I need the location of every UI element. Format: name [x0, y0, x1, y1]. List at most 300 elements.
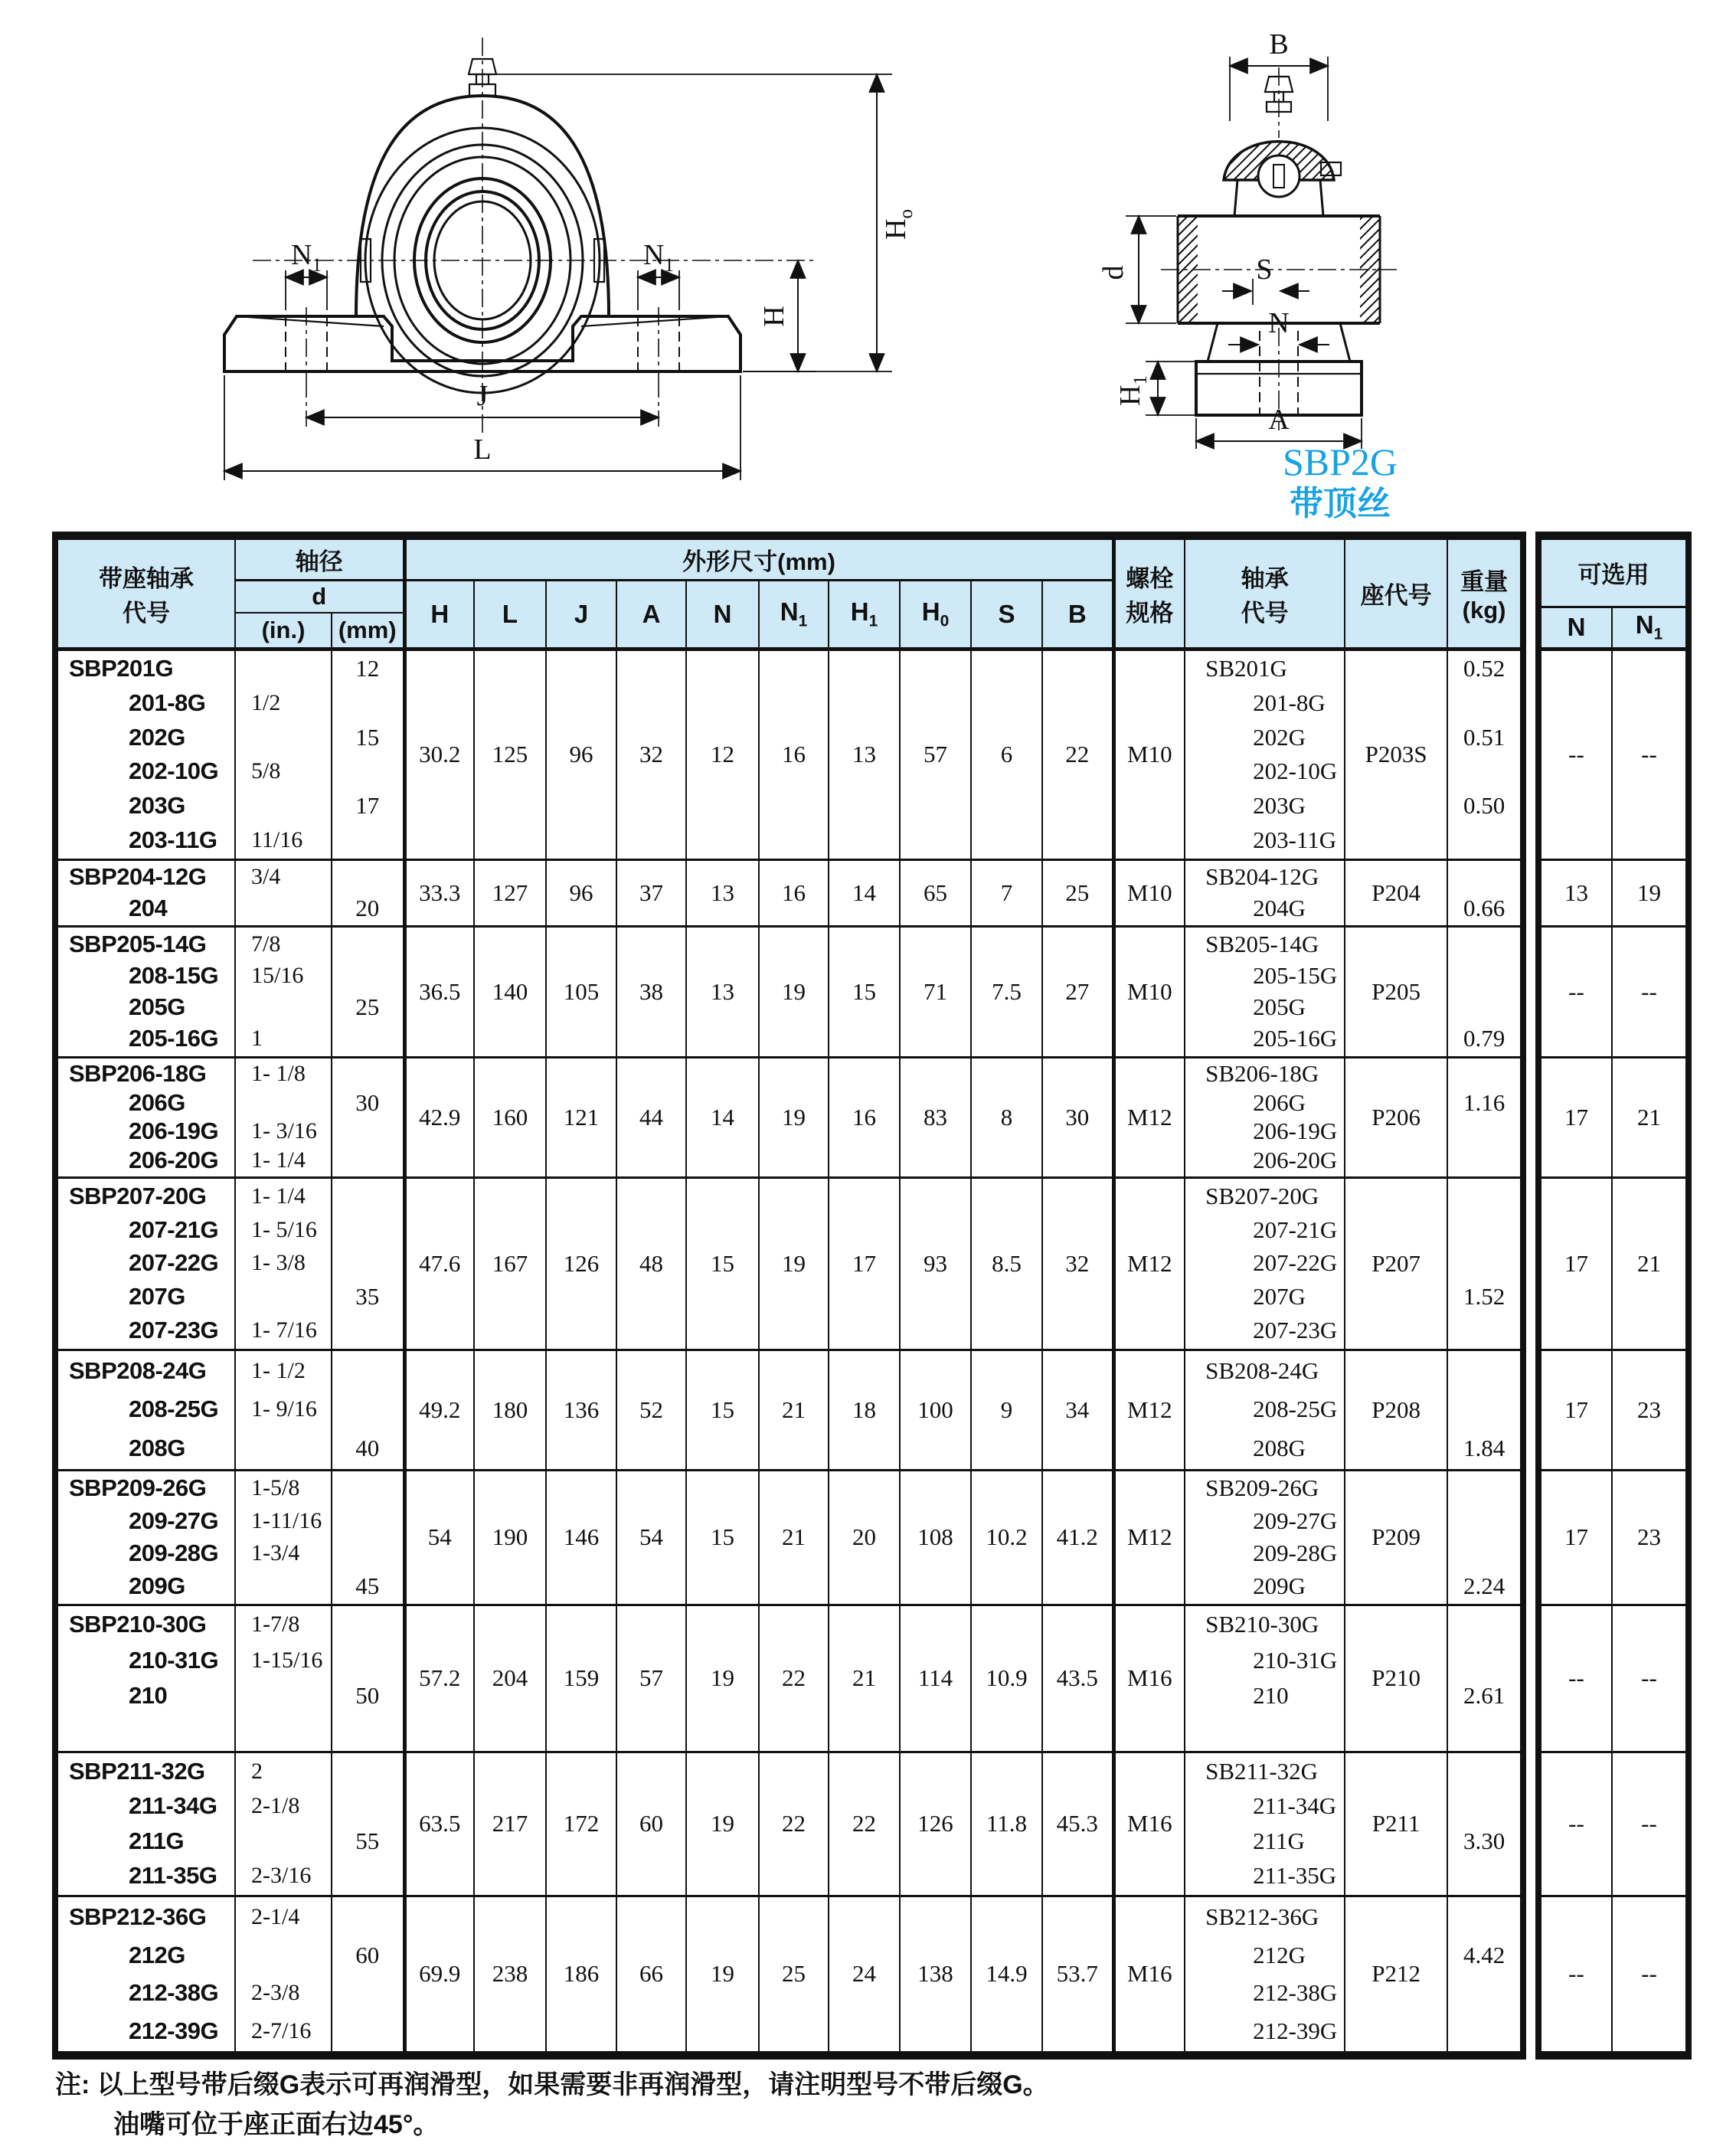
cell-line: 2-1/8: [251, 1793, 300, 1819]
cell-a: 54: [616, 1470, 686, 1605]
cell-seat-code: P208: [1345, 1350, 1447, 1470]
cell-line: 1- 3/16: [251, 1118, 317, 1144]
cell-line: [58, 1714, 234, 1750]
cell-lines: [236, 1898, 331, 2050]
cell-line: [1448, 2012, 1520, 2050]
cell-h: 54: [404, 1470, 474, 1605]
cell-l: 180: [474, 1350, 546, 1470]
cell-weight: [1447, 1605, 1521, 1752]
cell-line: 2.24: [1463, 1572, 1506, 1599]
cell-seat-code: P206: [1345, 1057, 1447, 1177]
footnote-prefix: 注:: [55, 2070, 90, 2099]
dim-label-n1-left: $N_1$: [291, 239, 322, 276]
cell-a: 37: [616, 859, 686, 926]
cell-j: 96: [546, 859, 616, 926]
cell-weight: [1447, 926, 1521, 1057]
cell-line: [332, 685, 403, 720]
cell-h: 57.2: [404, 1605, 474, 1752]
cell-line: 1- 1/4: [251, 1183, 306, 1209]
cell-line: SBP207-20G: [69, 1182, 207, 1209]
cell-n: 19: [686, 1605, 759, 1752]
cell-line: 15/16: [251, 962, 304, 988]
header-dim-n: [686, 580, 759, 649]
table-row: [57, 1057, 1521, 1177]
cell-line: 207-21G: [129, 1216, 219, 1243]
cell-line: 5/8: [251, 758, 281, 784]
cell-n: 19: [686, 1896, 759, 2052]
cell-line: 209-28G: [129, 1539, 219, 1567]
cell-line: [1448, 823, 1520, 858]
header-dim-s: [971, 580, 1042, 649]
cell-bolt: M10: [1113, 859, 1185, 926]
cell-lines: [58, 928, 234, 1055]
cell-line: 206-19G: [1253, 1117, 1338, 1145]
cell-line: SBP209-26G: [69, 1474, 207, 1502]
cell-weight: [1447, 1752, 1521, 1896]
cell-lines: [332, 652, 403, 858]
cell-line: [1448, 1472, 1520, 1505]
cell-s: 8.5: [971, 1177, 1042, 1350]
cell-line: 202G: [129, 723, 185, 751]
cell-line: [332, 928, 403, 960]
cell-lines: [332, 1754, 403, 1893]
cell-lines: [236, 1059, 331, 1175]
cell-line: [1185, 1714, 1344, 1750]
dim-label-n1-right: $N_1$: [643, 239, 674, 276]
cell-l: 167: [474, 1177, 546, 1350]
table-row: [1541, 859, 1686, 926]
cell-j: 126: [546, 1177, 616, 1350]
dim-label-s: S: [1256, 254, 1273, 286]
cell-line: 208G: [1253, 1434, 1306, 1461]
cell-opt-n: --: [1541, 1605, 1612, 1752]
cell-line: 12: [355, 654, 380, 682]
cell-line: 203G: [129, 792, 185, 820]
table-row: [1541, 1752, 1686, 1896]
cell-line: 205-15G: [1253, 961, 1338, 989]
cell-line: 1- 9/16: [251, 1396, 317, 1422]
cell-housing-code: [57, 1470, 235, 1605]
cell-line: [332, 823, 403, 858]
header-dim-h: [404, 580, 474, 649]
cell-lines: [1448, 1059, 1520, 1175]
header-opt-n: [1541, 607, 1612, 649]
cell-line: 0.52: [1463, 654, 1506, 682]
cell-line: 211-35G: [129, 1862, 217, 1890]
cell-line: 206G: [1253, 1088, 1306, 1116]
cell-line: 211-34G: [1253, 1792, 1337, 1820]
header-d: d: [235, 580, 404, 613]
cell-bearing-code: [1185, 1350, 1345, 1470]
cell-s: 10.9: [971, 1605, 1042, 1752]
table-row: [57, 859, 1521, 926]
cell-line: SB211-32G: [1205, 1757, 1319, 1785]
cell-line: 45: [355, 1572, 380, 1599]
cell-line: SB201G: [1205, 654, 1287, 682]
cell-n1: 19: [759, 1057, 829, 1177]
cell-h1: 24: [829, 1896, 900, 2052]
cell-line: [1448, 862, 1520, 893]
cell-lines: [332, 1059, 403, 1175]
cell-a: 32: [616, 649, 686, 859]
cell-line: [1448, 1117, 1520, 1147]
cell-line: [236, 720, 331, 754]
cell-line: 208-25G: [1253, 1396, 1338, 1423]
cell-line: 207-23G: [1253, 1317, 1338, 1344]
cell-a: 38: [616, 926, 686, 1057]
cell-line: [332, 1059, 403, 1088]
cell-lines: [58, 1754, 234, 1893]
cell-line: 203G: [1253, 792, 1306, 820]
cell-l: 140: [474, 926, 546, 1057]
header-dim-n1: [759, 580, 829, 649]
cell-lines: [58, 1059, 234, 1175]
cell-opt-n: --: [1541, 1896, 1612, 2052]
dim-label-ho: $H_o$: [880, 209, 917, 240]
cell-line: 210: [129, 1682, 168, 1710]
cell-line: 211-35G: [1253, 1862, 1337, 1890]
cell-line: SBP204-12G: [69, 863, 207, 891]
cell-line: 1-3/4: [251, 1540, 300, 1566]
optional-table-wrapper: [1535, 532, 1692, 2060]
cell-j: 186: [546, 1896, 616, 2052]
cell-s: 7.5: [971, 926, 1042, 1057]
cell-h0: 114: [900, 1605, 971, 1752]
table-row: [57, 1752, 1521, 1896]
cell-line: [332, 1714, 403, 1750]
cell-seat-code: P203S: [1345, 649, 1447, 859]
cell-line: 212-38G: [129, 1979, 219, 2006]
cell-line: [1448, 1643, 1520, 1679]
cell-line: [236, 1824, 331, 1859]
cell-line: SBP211-32G: [69, 1757, 205, 1785]
cell-d-inch: [235, 1057, 332, 1177]
front-view-drawing: [100, 27, 957, 525]
cap-dome: [1224, 142, 1341, 216]
cell-line: 207-21G: [1253, 1216, 1338, 1243]
cell-line: 1- 7/16: [251, 1317, 317, 1343]
cell-d-inch: [235, 926, 332, 1057]
cell-n: 13: [686, 859, 759, 926]
cell-line: [332, 1643, 403, 1679]
header-optional-group: 可选用: [1541, 539, 1686, 607]
header-inch: (in.): [235, 613, 332, 649]
cell-line: SBP208-24G: [69, 1357, 207, 1385]
cell-line: [1448, 1505, 1520, 1538]
cell-bearing-code: [1185, 649, 1345, 859]
cell-line: SBP205-14G: [69, 930, 207, 957]
dim-h1: [1114, 362, 1195, 415]
column-letter: B: [1067, 599, 1087, 628]
cell-line: 3.30: [1463, 1827, 1506, 1854]
cell-bearing-code: [1185, 1605, 1345, 1752]
cell-bolt: M16: [1113, 1752, 1185, 1896]
cell-lines: [236, 1472, 331, 1602]
cell-line: [332, 1213, 403, 1247]
cell-d-inch: [235, 859, 332, 926]
column-letter-sub: 0: [940, 612, 950, 630]
cell-lines: [1448, 1180, 1520, 1347]
cell-lines: [1185, 652, 1344, 858]
cell-line: 1- 5/16: [251, 1216, 317, 1242]
cell-l: 217: [474, 1752, 546, 1896]
cell-opt-n1: --: [1612, 649, 1686, 859]
cell-line: [1448, 754, 1520, 789]
table-row: [1541, 1177, 1686, 1350]
cell-j: 159: [546, 1605, 616, 1752]
cell-housing-code: [57, 1896, 235, 2052]
cell-line: 1- 3/8: [251, 1250, 306, 1276]
cell-line: 205-16G: [1253, 1025, 1338, 1052]
table-row: [57, 1350, 1521, 1470]
cell-line: [332, 1472, 403, 1505]
dim-h: [743, 260, 816, 371]
cell-a: 52: [616, 1350, 686, 1470]
cell-line: 208-15G: [129, 961, 219, 989]
footnote-line2: 油嘴可位于座正面右边45°。: [113, 2110, 440, 2139]
dim-label-j: J: [476, 380, 489, 412]
cell-d-inch: [235, 1752, 332, 1896]
cell-lines: [1448, 862, 1520, 924]
cell-line: SB205-14G: [1205, 930, 1319, 957]
cell-a: 48: [616, 1177, 686, 1350]
cell-s: 9: [971, 1350, 1042, 1470]
cell-b: 43.5: [1042, 1605, 1113, 1752]
dim-label-l: L: [473, 434, 492, 466]
cell-line: [236, 1714, 331, 1750]
cell-lines: [1448, 652, 1520, 858]
header-line: 轴承: [1241, 564, 1289, 592]
cell-d-inch: [235, 1470, 332, 1605]
cell-lines: [236, 652, 331, 858]
column-letter-sub: 1: [868, 612, 878, 630]
cell-s: 8: [971, 1057, 1042, 1177]
cell-line: 212G: [129, 1941, 185, 1968]
column-letter: H: [850, 597, 869, 626]
cell-j: 146: [546, 1470, 616, 1605]
cell-line: 0.66: [1463, 894, 1506, 921]
cell-bearing-code: [1185, 1470, 1345, 1605]
table-row: [57, 649, 1521, 859]
column-letter-sub: 1: [1653, 625, 1663, 643]
cell-line: SB204-12G: [1205, 863, 1319, 891]
dim-s: [1222, 254, 1309, 305]
cell-n1: 22: [759, 1752, 829, 1896]
cell-opt-n: --: [1541, 926, 1612, 1057]
cell-line: 207-23G: [129, 1317, 219, 1344]
cell-line: [236, 893, 331, 924]
cell-opt-n1: 23: [1612, 1470, 1686, 1605]
cell-line: 209G: [1253, 1572, 1306, 1599]
cell-line: [236, 789, 331, 823]
table-row: [57, 1605, 1521, 1752]
cell-d-inch: [235, 1605, 332, 1752]
cell-opt-n1: 19: [1612, 859, 1686, 926]
header-opt-n1: [1612, 607, 1686, 649]
cell-b: 30: [1042, 1057, 1113, 1177]
cell-line: 205G: [129, 993, 185, 1021]
header-dim-h1: [829, 580, 900, 649]
cell-line: [236, 1936, 331, 1975]
cell-line: [332, 1390, 403, 1428]
cell-weight: [1447, 1896, 1521, 2052]
cell-line: [1448, 1607, 1520, 1643]
cell-seat-code: P212: [1345, 1896, 1447, 2052]
cell-line: 207G: [129, 1283, 185, 1310]
column-letter: S: [998, 599, 1015, 628]
footnote: [55, 2065, 1663, 2145]
footnote-text1: 以上型号带后缀G表示可再润滑型，如果需要非再润滑型，请注明型号不带后缀G。: [96, 2070, 1049, 2099]
cell-line: 212-38G: [1253, 1979, 1338, 2006]
cell-l: 160: [474, 1057, 546, 1177]
cell-bearing-code: [1185, 1177, 1345, 1350]
cell-h1: 16: [829, 1057, 900, 1177]
table-body: [57, 649, 1521, 2052]
cell-line: 210-31G: [1253, 1646, 1338, 1674]
cell-line: 30: [355, 1088, 380, 1116]
cell-lines: [58, 1180, 234, 1347]
cell-line: [332, 1117, 403, 1147]
cell-line: [1448, 1537, 1520, 1570]
cell-seat-code: P204: [1345, 859, 1447, 926]
cell-lines: [1185, 1180, 1344, 1347]
header-dim-l: [474, 580, 546, 649]
optional-body: [1541, 649, 1686, 2052]
cell-bolt: M12: [1113, 1470, 1185, 1605]
cell-opt-n: 17: [1541, 1057, 1612, 1177]
cell-housing-code: [57, 1177, 235, 1350]
cell-n: 14: [686, 1057, 759, 1177]
cell-h1: 22: [829, 1752, 900, 1896]
cell-line: [332, 1898, 403, 1936]
cell-line: [1448, 1390, 1520, 1428]
cell-line: 35: [355, 1283, 380, 1310]
cell-line: [332, 1789, 403, 1824]
cell-lines: [332, 1472, 403, 1602]
cell-n: 15: [686, 1470, 759, 1605]
table-row: [1541, 1896, 1686, 2052]
cell-opt-n1: --: [1612, 1896, 1686, 2052]
cell-line: [1448, 1859, 1520, 1894]
cell-l: 238: [474, 1896, 546, 2052]
cell-lines: [332, 1898, 403, 2050]
cell-housing-code: [57, 859, 235, 926]
cell-line: [332, 1505, 403, 1538]
cell-line: [236, 1280, 331, 1314]
cell-line: 206-20G: [1253, 1147, 1338, 1174]
feature-label: 带顶丝: [1290, 485, 1391, 522]
cell-d-inch: [235, 649, 332, 859]
cell-opt-n: 17: [1541, 1177, 1612, 1350]
cell-lines: [1185, 928, 1344, 1055]
cell-line: 201-8G: [129, 689, 206, 716]
cell-j: 96: [546, 649, 616, 859]
cell-lines: [332, 1352, 403, 1468]
header-mm: (mm): [332, 613, 404, 649]
cell-line: 50: [355, 1682, 380, 1710]
cell-line: 208-25G: [129, 1396, 219, 1423]
cell-d-mm: [332, 1177, 404, 1350]
cell-line: [1448, 685, 1520, 720]
cell-line: 206-20G: [129, 1147, 219, 1174]
header-row: [1541, 607, 1686, 649]
cell-lines: [1448, 1472, 1520, 1602]
cell-line: 1.84: [1463, 1434, 1506, 1461]
cell-line: 1: [251, 1026, 263, 1052]
cell-line: 206G: [129, 1088, 185, 1116]
cell-lines: [236, 1607, 331, 1749]
cell-weight: [1447, 649, 1521, 859]
cell-h: 33.3: [404, 859, 474, 926]
cell-h0: 100: [900, 1350, 971, 1470]
cell-l: 190: [474, 1470, 546, 1605]
cell-s: 14.9: [971, 1896, 1042, 2052]
cell-line: 201-8G: [1253, 689, 1326, 716]
cell-line: [236, 1678, 331, 1714]
cell-line: 212G: [1253, 1941, 1306, 1968]
cell-line: 202-10G: [129, 757, 219, 785]
dim-ho: [496, 74, 917, 371]
cell-line: 205-16G: [129, 1025, 219, 1052]
footnote-line1: [55, 2065, 1663, 2105]
cell-line: [1448, 1213, 1520, 1247]
cell-lines: [58, 1472, 234, 1602]
header-bearing-code: [1185, 539, 1345, 649]
cell-h: 63.5: [404, 1752, 474, 1896]
cell-line: 210-31G: [129, 1646, 219, 1674]
cell-line: 20: [355, 894, 380, 921]
cell-lines: [1185, 1607, 1344, 1749]
cell-lines: [1185, 1059, 1344, 1175]
cell-housing-code: [57, 1057, 235, 1177]
cell-a: 60: [616, 1752, 686, 1896]
cell-n1: 21: [759, 1350, 829, 1470]
cell-seat-code: P207: [1345, 1177, 1447, 1350]
cell-lines: [332, 1180, 403, 1347]
header-line: 代号: [1241, 599, 1289, 627]
cell-h1: 21: [829, 1605, 900, 1752]
cell-h: 36.5: [404, 926, 474, 1057]
cell-h0: 65: [900, 859, 971, 926]
cell-bearing-code: [1185, 1896, 1345, 2052]
cell-lines: [1448, 928, 1520, 1055]
cell-lines: [236, 928, 331, 1055]
cell-seat-code: P210: [1345, 1605, 1447, 1752]
cell-line: 2.61: [1463, 1682, 1506, 1710]
cell-bolt: M10: [1113, 926, 1185, 1057]
cell-line: 205G: [1253, 993, 1306, 1021]
cell-line: 207G: [1253, 1283, 1306, 1310]
cell-line: [1448, 1352, 1520, 1390]
column-letter: J: [574, 599, 589, 628]
cell-h1: 17: [829, 1177, 900, 1350]
cell-line: 2-3/16: [251, 1863, 312, 1889]
cell-line: [1448, 1314, 1520, 1347]
table-row: [57, 1177, 1521, 1350]
dim-n: [1228, 307, 1329, 345]
cell-h0: 57: [900, 649, 971, 859]
cell-line: 211G: [1253, 1827, 1305, 1854]
table-row: [57, 926, 1521, 1057]
cell-j: 105: [546, 926, 616, 1057]
cell-line: 204G: [1253, 894, 1306, 921]
cell-line: 204: [129, 894, 168, 921]
cell-d-mm: [332, 1470, 404, 1605]
dim-label-a: A: [1268, 404, 1290, 436]
cell-opt-n1: 21: [1612, 1057, 1686, 1177]
cell-line: 0.79: [1463, 1025, 1506, 1052]
cell-lines: [236, 1352, 331, 1468]
